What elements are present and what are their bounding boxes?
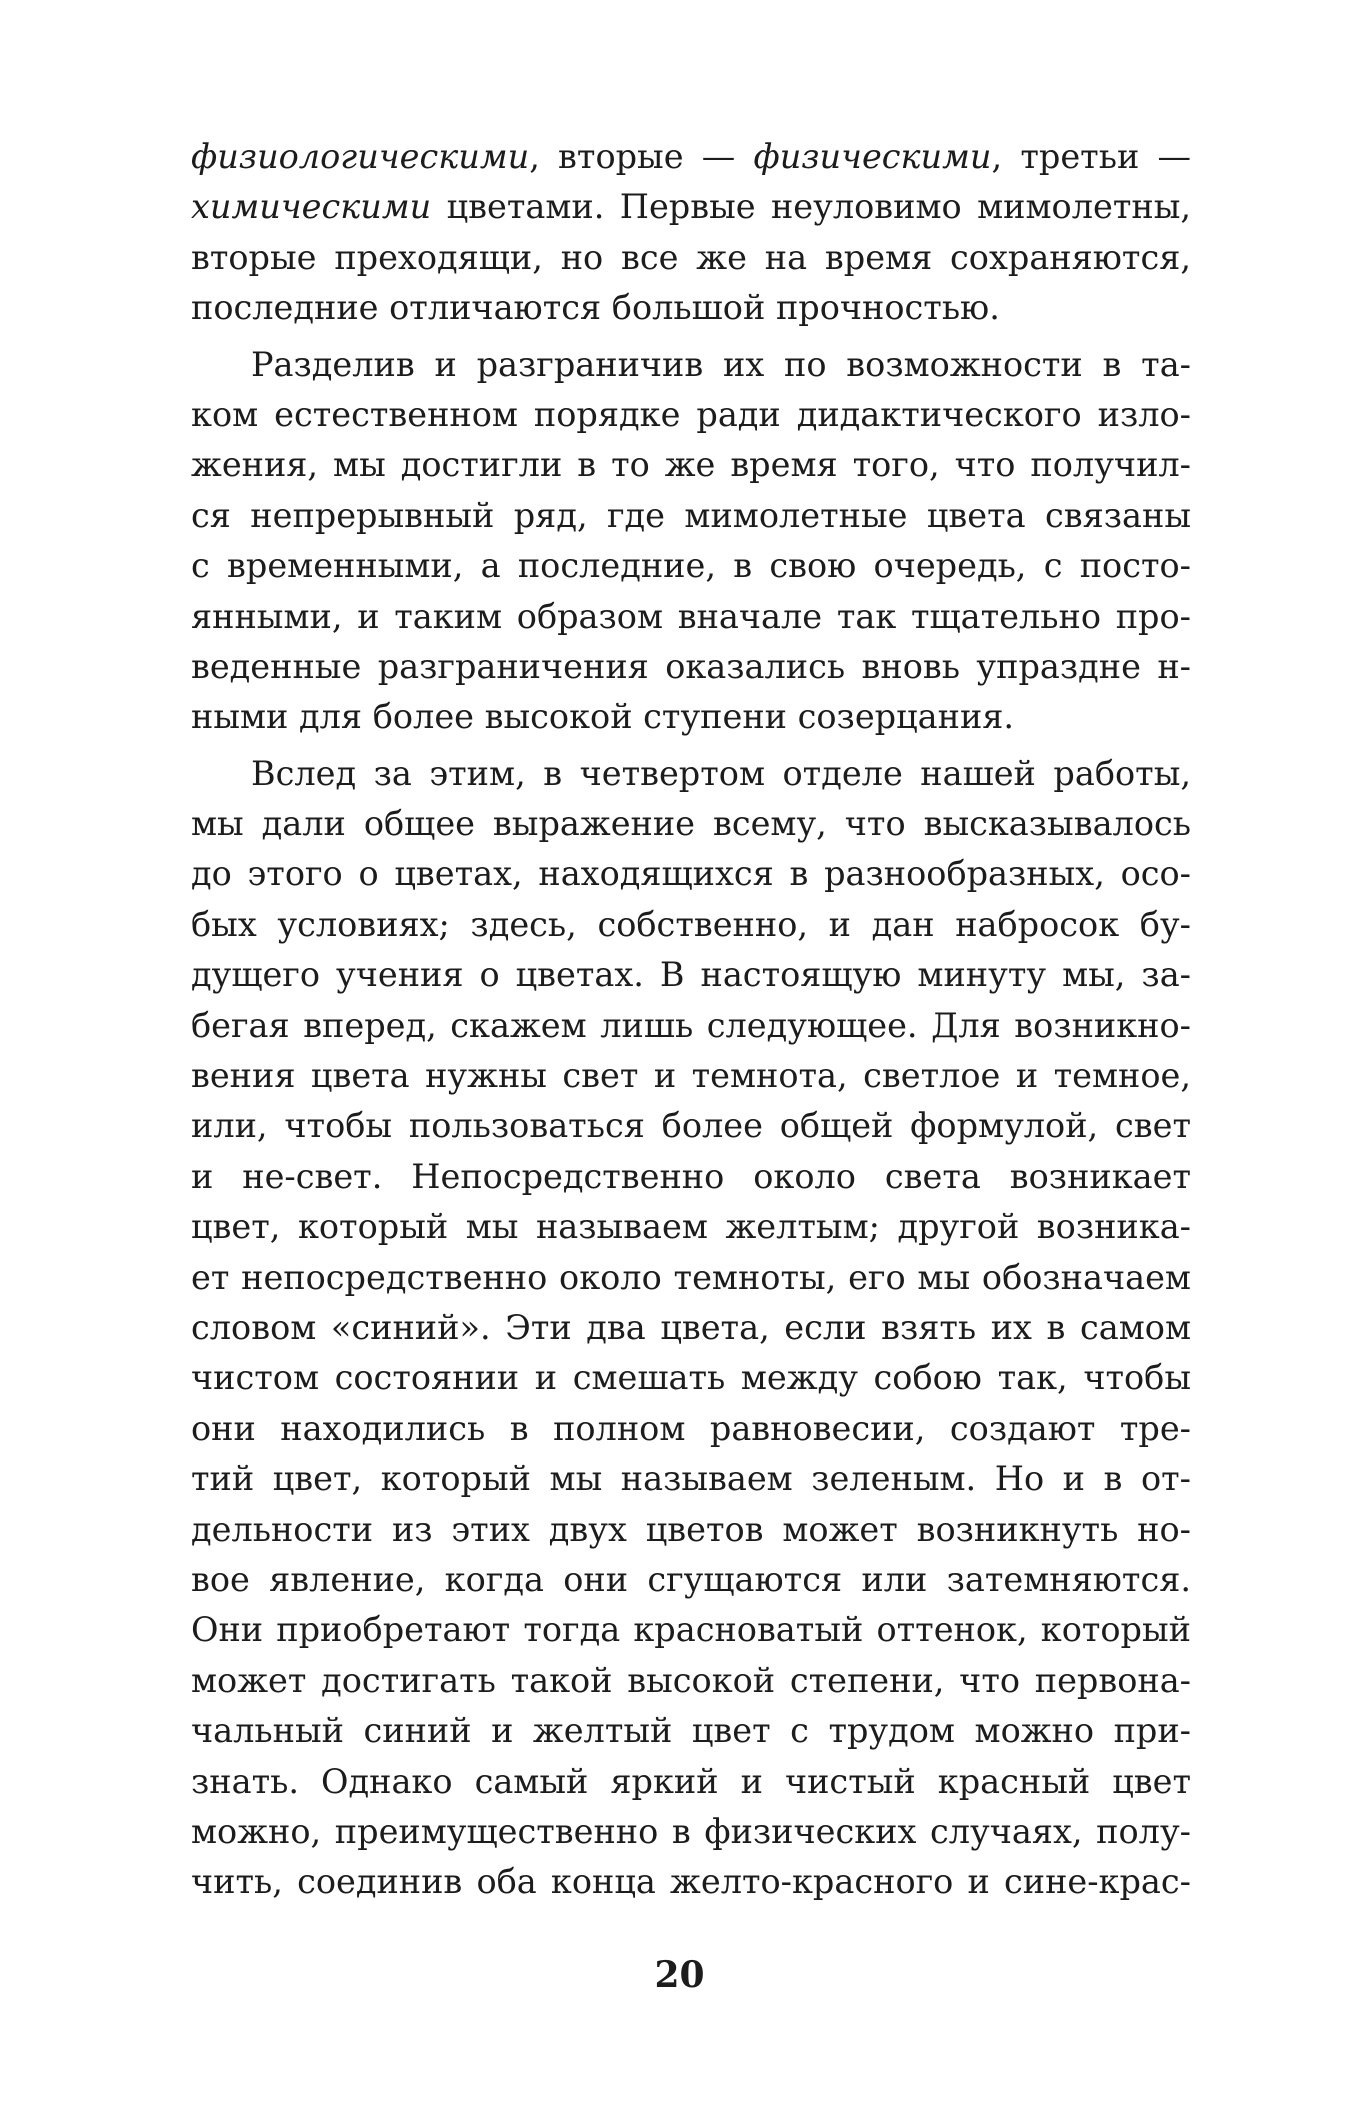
text-segment: словом «синий». Эти два цвета, если взять их в самом: [191, 1307, 1191, 1347]
italic-term: физическими: [753, 137, 992, 176]
text-segment: тий цвет, который мы называем зеленым. Но и в от-: [191, 1459, 1191, 1499]
paragraph: [191, 749, 1191, 1908]
text-segment: чальный синий и желтый цвет с трудом можно при-: [191, 1711, 1191, 1751]
text-line: [191, 1303, 1191, 1353]
text-line: [191, 1555, 1191, 1605]
text-segment: Вслед за этим, в четвертом отделе нашей работы,: [251, 753, 1191, 793]
text-line: [191, 749, 1191, 799]
body-text: [191, 132, 1191, 1908]
text-segment: , третьи —: [991, 137, 1191, 176]
text-line: [191, 1505, 1191, 1555]
text-line: [191, 592, 1191, 642]
text-line: [191, 642, 1191, 692]
text-line: [191, 1404, 1191, 1454]
text-segment: цветами. Первые неуловимо мимолетны,: [431, 187, 1191, 227]
text-line: [191, 1605, 1191, 1655]
text-line: [191, 1051, 1191, 1101]
text-line: [191, 950, 1191, 1000]
text-line: [191, 1202, 1191, 1252]
paragraph: [191, 340, 1191, 743]
italic-term: физиологическими: [191, 137, 530, 176]
text-segment: ными для более высокой ступени созерцания.: [191, 697, 1015, 737]
text-segment: может достигать такой высокой степени, что первона-: [191, 1660, 1191, 1700]
text-segment: вое явление, когда они сгущаются или затемняются.: [191, 1559, 1191, 1599]
text-line: [191, 1001, 1191, 1051]
text-segment: цвет, который мы называем желтым; другой возника-: [191, 1207, 1191, 1247]
text-segment: последние отличаются большой прочностью.: [191, 288, 1000, 328]
text-segment: чить, соединив оба конца желто-красного и сине-крас-: [191, 1862, 1191, 1902]
text-line: [191, 1101, 1191, 1151]
text-line: [191, 1152, 1191, 1202]
text-segment: ся непрерывный ряд, где мимолетные цвета связаны: [191, 495, 1191, 535]
text-line: [191, 1857, 1191, 1907]
text-line: [191, 849, 1191, 899]
text-segment: ком естественном порядке ради дидактического изло-: [191, 394, 1191, 434]
text-segment: вения цвета нужны свет и темнота, светлое и темное,: [191, 1056, 1191, 1096]
italic-term: химическими: [191, 187, 432, 227]
text-segment: , вторые —: [529, 137, 754, 176]
text-segment: Они приобретают тогда красноватый оттенок, который: [191, 1610, 1191, 1650]
text-line: [191, 182, 1191, 232]
text-line: [191, 799, 1191, 849]
text-segment: можно, преимущественно в физических случаях, полу-: [191, 1811, 1191, 1851]
text-line: [191, 541, 1191, 591]
text-segment: знать. Однако самый яркий и чистый красный цвет: [191, 1761, 1191, 1801]
text-segment: они находились в полном равновесии, создают тре-: [191, 1408, 1191, 1448]
text-segment: бегая вперед, скажем лишь следующее. Для возникно-: [191, 1005, 1191, 1045]
text-line: [191, 283, 1191, 333]
text-line: [191, 1253, 1191, 1303]
text-segment: ет непосредственно около темноты, его мы обозначаем: [191, 1257, 1191, 1297]
text-segment: с временными, а последние, в свою очередь, с посто-: [191, 546, 1191, 586]
text-line: [191, 900, 1191, 950]
text-line: [191, 1656, 1191, 1706]
text-segment: мы дали общее выражение всему, что высказывалось: [191, 804, 1191, 844]
text-line: [191, 1757, 1191, 1807]
text-line: [191, 1807, 1191, 1857]
text-segment: Разделив и разграничив их по возможности в та-: [251, 344, 1191, 384]
text-line: [191, 390, 1191, 440]
text-segment: веденные разграничения оказались вновь упраздне н-: [191, 646, 1191, 686]
text-segment: чистом состоянии и смешать между собою так, чтобы: [191, 1358, 1191, 1398]
paragraph: [191, 132, 1191, 334]
text-segment: до этого о цветах, находящихся в разнообразных, осо-: [191, 854, 1191, 894]
text-line: [191, 233, 1191, 283]
text-line: [191, 440, 1191, 490]
text-segment: дельности из этих двух цветов может возникнуть но-: [191, 1509, 1191, 1549]
text-line: [191, 692, 1191, 742]
text-segment: или, чтобы пользоваться более общей формулой, свет: [191, 1106, 1191, 1146]
text-line: [191, 1454, 1191, 1504]
text-line: [191, 1706, 1191, 1756]
text-line: [191, 491, 1191, 541]
text-line: [191, 340, 1191, 390]
text-segment: и не-свет. Непосредственно около света возникает: [191, 1156, 1191, 1196]
text-line: [191, 1353, 1191, 1403]
page-number: 20: [654, 1954, 705, 1996]
text-segment: янными, и таким образом вначале так тщательно про-: [191, 596, 1191, 636]
text-segment: вторые преходящи, но все же на время сохраняются,: [191, 237, 1191, 277]
text-line: [191, 132, 1191, 182]
text-segment: бых условиях; здесь, собственно, и дан набросок бу-: [191, 904, 1191, 944]
text-segment: дущего учения о цветах. В настоящую минуту мы, за-: [191, 955, 1191, 995]
text-segment: жения, мы достигли в то же время того, что получил-: [191, 445, 1191, 485]
